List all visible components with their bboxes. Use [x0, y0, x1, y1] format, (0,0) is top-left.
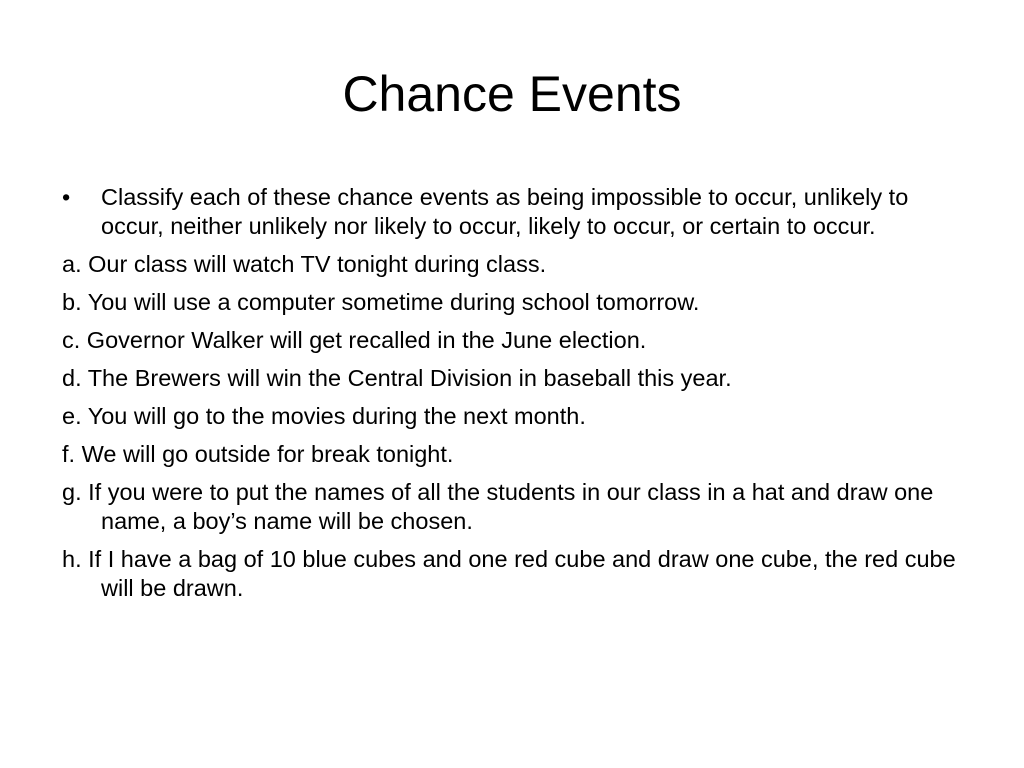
- bullet-icon: •: [62, 184, 71, 210]
- event-item-h: h. If I have a bag of 10 blue cubes and one red cube and draw one cube, the red cube will be drawn.: [62, 546, 956, 601]
- instruction-bullet: [62, 183, 962, 241]
- instruction-text: Classify each of these chance events as being impossible to occur, unlikely to occur, neither unlikely nor likely to occur, likely to occur, or certain to occur.: [101, 184, 909, 239]
- event-item-b: b. You will use a computer sometime during school tomorrow.: [62, 289, 700, 315]
- event-item-d: d. The Brewers will win the Central Division in baseball this year.: [62, 365, 732, 391]
- event-item-c: c. Governor Walker will get recalled in the June election.: [62, 327, 647, 353]
- slide-content: [62, 183, 962, 612]
- slide-title: Chance Events: [342, 66, 682, 122]
- event-item-a: a. Our class will watch TV tonight during class.: [62, 251, 547, 277]
- event-item-f: f. We will go outside for break tonight.: [62, 441, 454, 467]
- event-item-e: e. You will go to the movies during the next month.: [62, 403, 586, 429]
- event-item-g: g. If you were to put the names of all the students in our class in a hat and draw one name, a boy’s name will be chosen.: [62, 479, 934, 534]
